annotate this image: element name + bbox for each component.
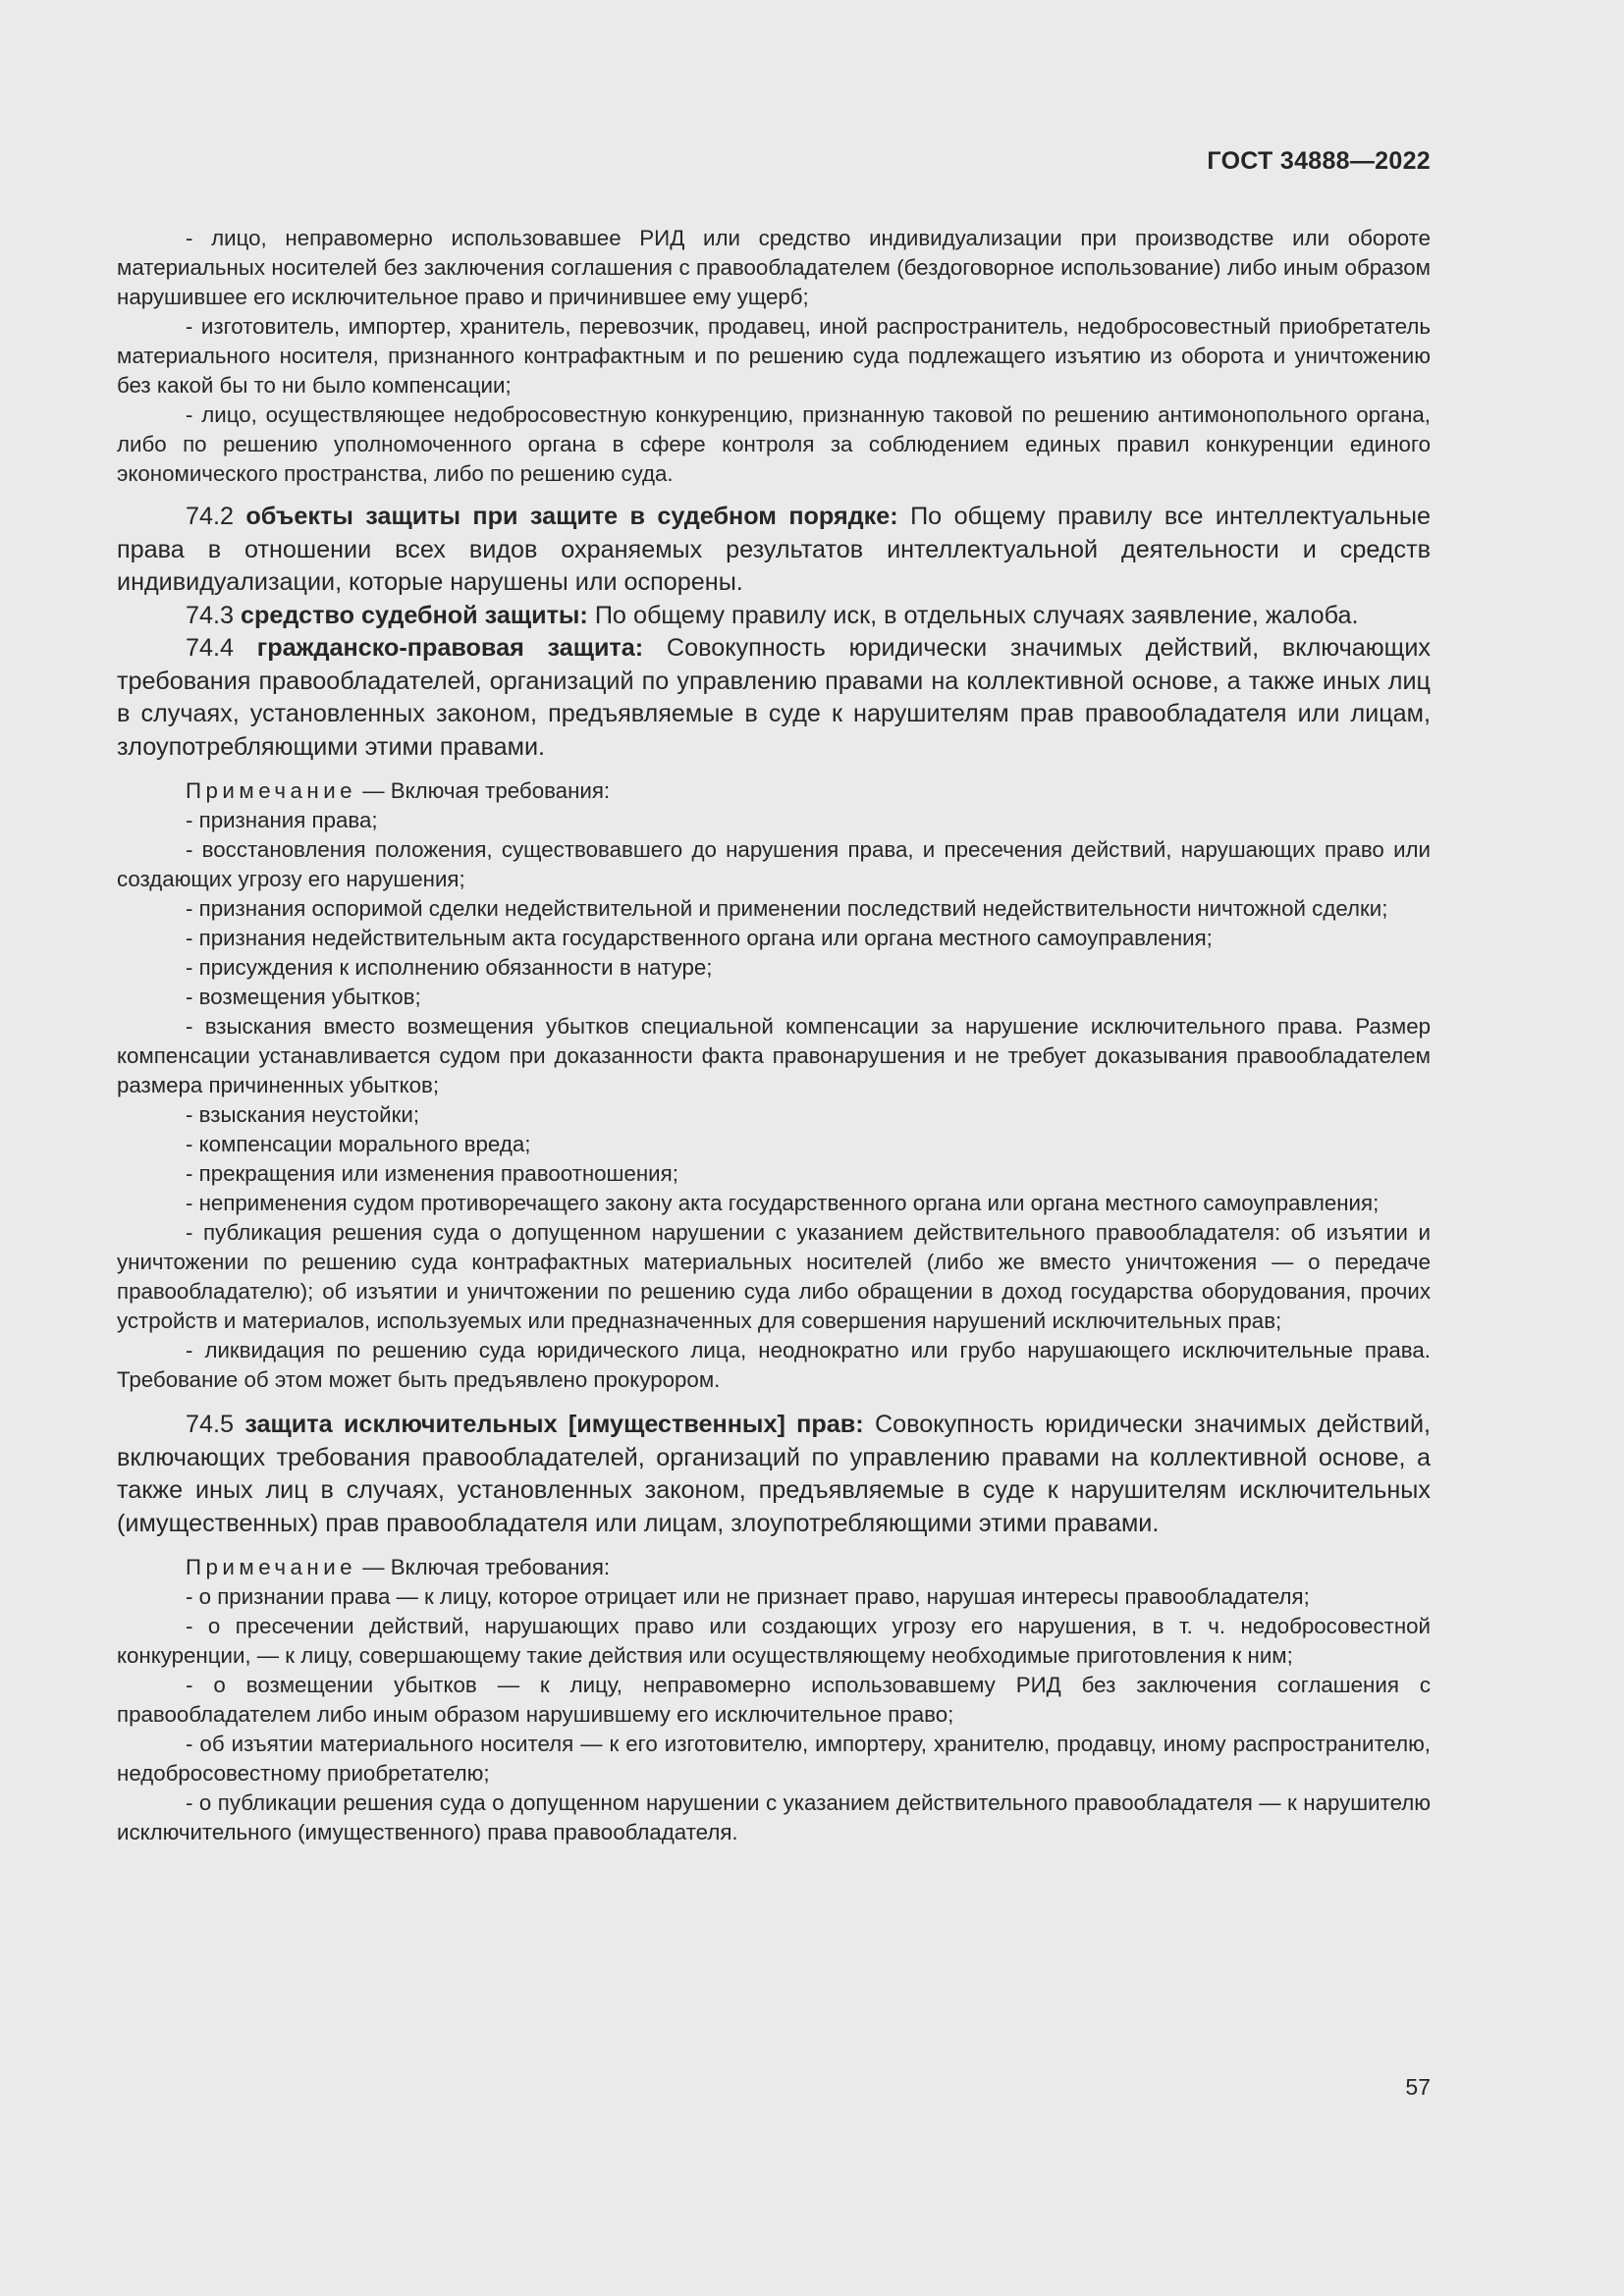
note-item: - неприменения судом противоречащего закону акта государственного органа или органа местного самоуправления;: [186, 1191, 1380, 1215]
note-item: - восстановления положения, существовавшего до нарушения права, и пресечения действий, нарушающих право или создающих угрозу его нарушения;: [117, 837, 1431, 891]
note-item: - компенсации морального вреда;: [186, 1132, 531, 1156]
section-number: 74.5: [186, 1411, 235, 1438]
section-number: 74.3: [186, 601, 235, 629]
intro-list: [117, 224, 1431, 489]
note-item: - об изъятии материального носителя — к его изготовителю, импортеру, хранителю, продавцу, иному распространителю, недобросовестному приобретателю;: [117, 1732, 1431, 1786]
section-term: гражданско-правовая защита:: [256, 634, 644, 662]
note-heading: [117, 1553, 1431, 1582]
section-term: защита исключительных [имущественных] прав:: [244, 1411, 864, 1438]
note-label: Примечание: [186, 778, 357, 803]
note-item: - прекращения или изменения правоотношения;: [186, 1161, 678, 1186]
section-term: средство судебной защиты:: [241, 601, 588, 629]
sections-742-744: [117, 501, 1431, 764]
note-item: - присуждения к исполнению обязанности в натуре;: [186, 955, 713, 980]
note-item: - взыскания вместо возмещения убытков специальной компенсации за нарушение исключительного права. Размер компенсации устанавливается судом при доказанности факта правонарушения и не требует доказывания правообладателем размера причиненных убытков;: [117, 1014, 1431, 1097]
note-item: - публикация решения суда о допущенном нарушении с указанием действительного правообладателя: об изъятии и уничтожении по решению суда контрафактных материальных носителей (либо же вместо уничтожения — о передаче правообладателю); об изъятии и уничтожении по решению суда либо обращении в доход государства оборудования, прочих устройств и материалов, используемых или предназначенных для совершения нарушений исключительных прав;: [117, 1220, 1431, 1333]
note-item: - о возмещении убытков — к лицу, неправомерно использовавшему РИД без заключения соглашения с правообладателем либо иным образом нарушившему его исключительное право;: [117, 1673, 1431, 1727]
note-item: - признания недействительным акта государственного органа или органа местного самоуправления;: [186, 926, 1213, 950]
section-text: По общему правилу иск, в отдельных случаях заявление, жалоба.: [594, 601, 1359, 629]
section-74-4: [117, 632, 1431, 764]
section-74-3: [117, 600, 1431, 633]
page-content: [117, 224, 1431, 1847]
note-item: - о пресечении действий, нарушающих право или создающих угрозу его нарушения, в т. ч. недобросовестной конкуренции, — к лицу, совершающему такие действия или осуществляющему необходимые приготовления к ним;: [117, 1614, 1431, 1668]
section-text: Совокупность юридически значимых действий, включающих требования правообладателей, организаций по управлению правами на коллективной основе, а также иных лиц в случаях, установленных законом, предъявляемые в суде к нарушителям прав правообладателя или лицам, злоупотребляющими этими правами.: [117, 634, 1432, 761]
section-number: 74.2: [186, 503, 235, 530]
list-item: - лицо, неправомерно использовавшее РИД или средство индивидуализации при производстве или обороте материальных носителей без заключения соглашения с правообладателем (бездоговорное использование) либо иным образом нарушившее его исключительное право и причинившее ему ущерб;: [117, 226, 1431, 309]
section-text: По общему правилу все интеллектуальные права в отношении всех видов охраняемых результатов интеллектуальной деятельности и средств индивидуализации, которые нарушены или оспорены.: [117, 503, 1431, 596]
section-number: 74.4: [186, 634, 235, 662]
list-item: - изготовитель, импортер, хранитель, перевозчик, продавец, иной распространитель, недобросовестный приобретатель материального носителя, признанного контрафактным и по решению суда подлежащего изъятию из оборота и уничтожению без какой бы то ни было компенсации;: [117, 314, 1431, 398]
note-item: - взыскания неустойки;: [186, 1102, 420, 1127]
note-item: - ликвидация по решению суда юридического лица, неоднократно или грубо нарушающего исключительные права. Требование об этом может быть предъявлено прокурором.: [117, 1338, 1431, 1392]
note-item: - возмещения убытков;: [186, 985, 421, 1009]
note-label: Примечание: [186, 1555, 357, 1579]
note-1: [117, 776, 1431, 1395]
section-74-5: [117, 1409, 1431, 1540]
note-item: - признания оспоримой сделки недействительной и применении последствий недействительности ничтожной сделки;: [186, 896, 1388, 921]
section-text: Совокупность юридически значимых действий, включающих требования правообладателей, организаций по управлению правами на коллективной основе, а также иных лиц в случаях, установленных законом, предъявляемые в суде к нарушителям исключительных (имущественных) прав правообладателя или лицам, злоупотребляющими этими правами.: [117, 1411, 1432, 1537]
note-2: [117, 1553, 1431, 1847]
section-74-2: [117, 501, 1431, 600]
note-lead: — Включая требования:: [356, 1555, 611, 1579]
section-term: объекты защиты при защите в судебном порядке:: [245, 503, 898, 530]
note-heading: [117, 776, 1431, 806]
standard-header: ГОСТ 34888—2022: [1207, 147, 1431, 175]
note-item: - о публикации решения суда о допущенном нарушении с указанием действительного правообладателя — к нарушителю исключительного (имущественного) права правообладателя.: [117, 1790, 1431, 1844]
note-item: - о признании права — к лицу, которое отрицает или не признает право, нарушая интересы правообладателя;: [186, 1584, 1310, 1609]
note-lead: — Включая требования:: [356, 778, 611, 803]
list-item: - лицо, осуществляющее недобросовестную конкуренцию, признанную таковой по решению антимонопольного органа, либо по решению уполномоченного органа в сфере контроля за соблюдением единых правил конкуренции единого экономического пространства, либо по решению суда.: [117, 402, 1431, 486]
page-number: 57: [1405, 2074, 1431, 2100]
note-item: - признания права;: [186, 808, 378, 832]
section-74-5-block: [117, 1409, 1431, 1540]
